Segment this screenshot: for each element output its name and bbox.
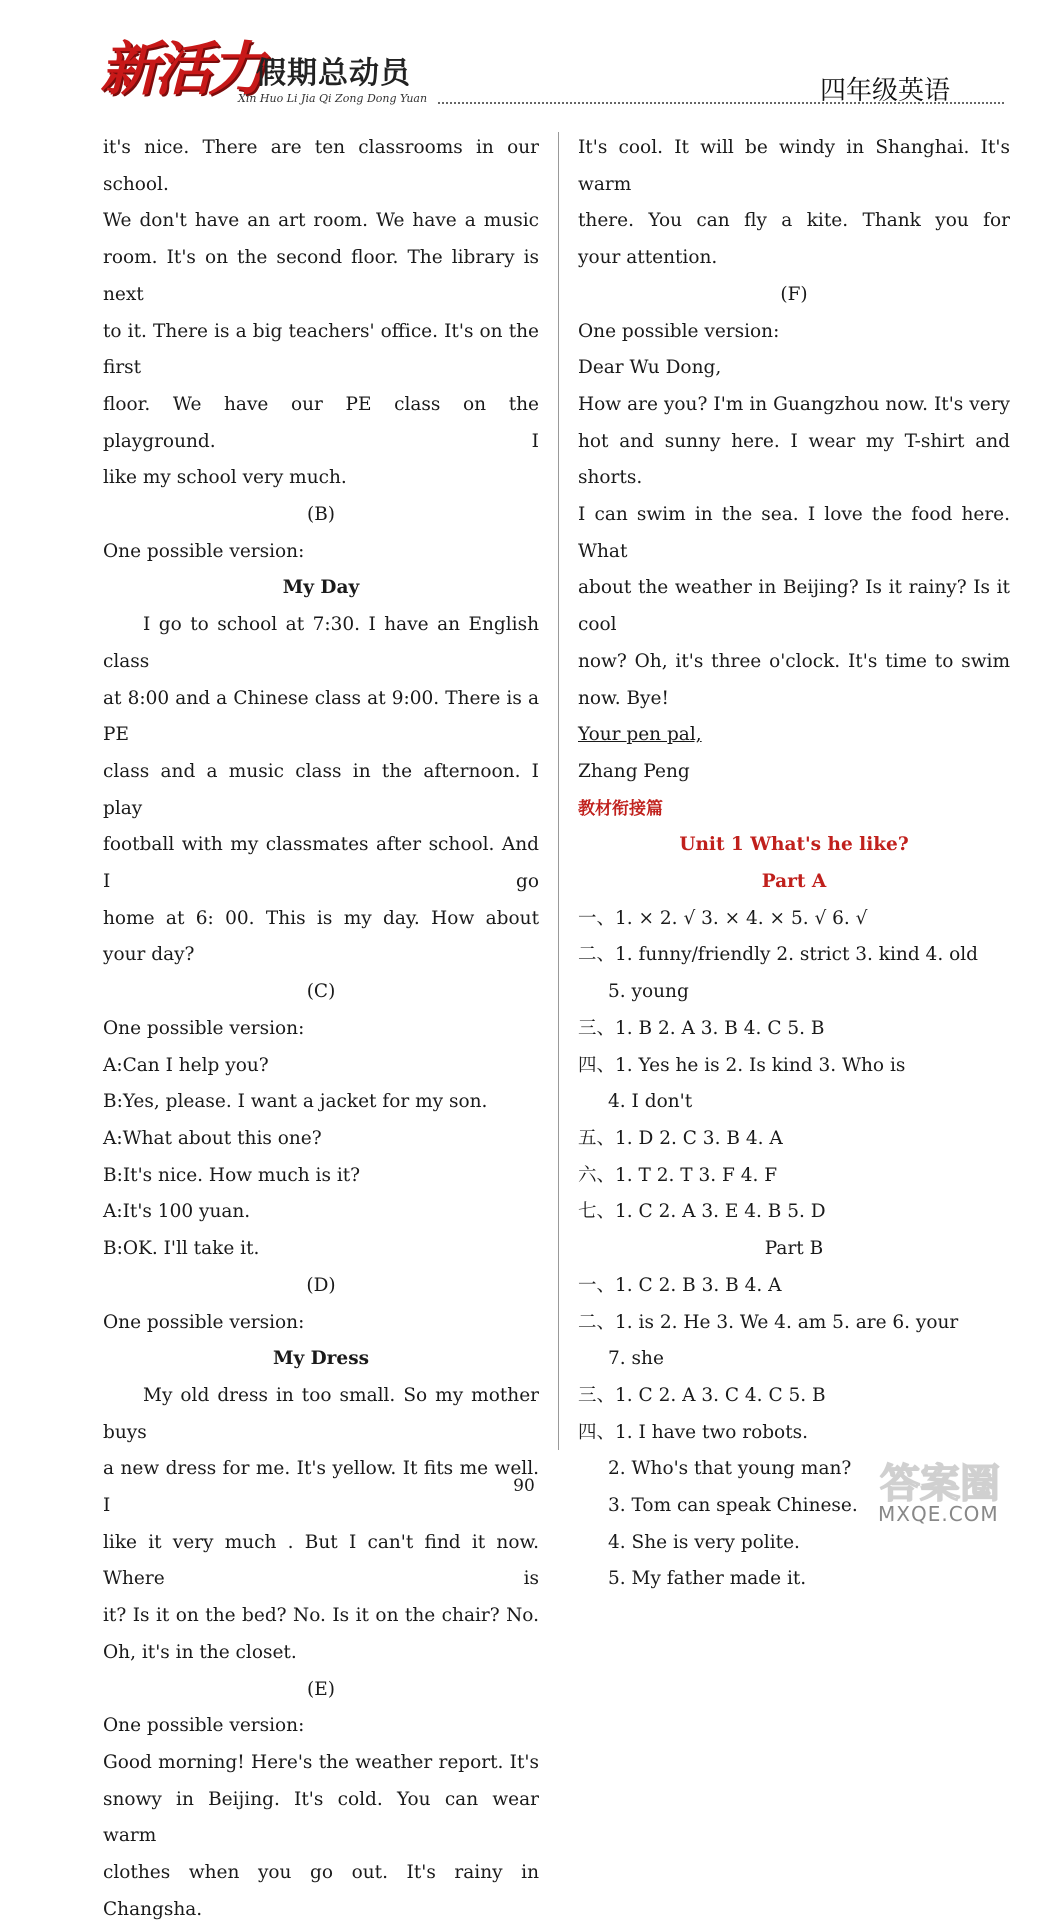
unit-title: Unit 1 What's he like?	[679, 834, 909, 856]
dialogue-line: A:It's 100 yuan.	[103, 1201, 251, 1223]
version-intro: One possible version:	[578, 320, 780, 342]
text-line: class and a music class in the afternoon. I play	[103, 760, 539, 819]
version-intro: One possible version:	[103, 1017, 305, 1039]
header-divider	[438, 102, 1004, 104]
answer-line: 六、1. T 2. T 3. F 4. F	[578, 1164, 778, 1186]
grade-subject: 四年级英语	[820, 76, 951, 106]
watermark-text: MXQE.COM	[878, 1502, 999, 1526]
dialogue-line: B:OK. I'll take it.	[103, 1238, 260, 1260]
letter-closing	[578, 717, 1010, 754]
dialogue-line: A:Can I help you?	[103, 1054, 269, 1076]
letter-closing-text: Your pen pal,	[578, 724, 702, 746]
section-label-c: (C)	[306, 981, 336, 1003]
dialogue-line: A:What about this one?	[103, 1127, 322, 1149]
text-line: it? Is it on the bed? No. Is it on the chair? No.	[103, 1605, 539, 1627]
answer-line: 一、1. × 2. √ 3. × 4. × 5. √ 6. √	[578, 907, 868, 929]
answer-line: 一、1. C 2. B 3. B 4. A	[578, 1274, 782, 1296]
version-intro: One possible version:	[103, 1715, 305, 1737]
text-line: room. It's on the second floor. The library is next	[103, 247, 539, 305]
text-line: home at 6: 00. This is my day. How about	[103, 907, 539, 929]
text-line: there. You can fly a kite. Thank you for	[578, 210, 1010, 232]
section-label-f: (F)	[780, 283, 808, 305]
text-line: like it very much . But I can't find it now. Where is	[103, 1531, 539, 1590]
text-line: I go to school at 7:30. I have an English class	[103, 614, 539, 672]
answer-line: 7. she	[608, 1348, 664, 1370]
section-label-d: (D)	[306, 1274, 336, 1296]
text-line: It's cool. It will be windy in Shanghai. It's warm	[578, 137, 1010, 195]
logo-subtitle: 假期总动员	[256, 56, 411, 91]
text-line: at 8:00 and a Chinese class at 9:00. There is a PE	[103, 687, 539, 746]
text-line: it's nice. There are ten classrooms in our school.	[103, 137, 539, 195]
text-line: I can swim in the sea. I love the food here. What	[578, 504, 1010, 562]
text-line: We don't have an art room. We have a music	[103, 210, 539, 232]
answer-line: 2. Who's that young man?	[608, 1458, 852, 1480]
section-label-e: (E)	[307, 1678, 335, 1700]
text-line: Oh, it's in the closet.	[103, 1641, 297, 1663]
text-line: like my school very much.	[103, 467, 347, 489]
text-line: hot and sunny here. I wear my T-shirt and shorts.	[578, 430, 1010, 489]
answer-line: 4. She is very polite.	[608, 1531, 800, 1553]
page-header	[0, 0, 1048, 110]
left-column	[103, 130, 539, 1928]
right-column	[578, 130, 1010, 1598]
essay-title-my-day: My Day	[282, 577, 360, 599]
text-line: How are you? I'm in Guangzhou now. It's very	[578, 393, 1010, 415]
version-intro: One possible version:	[103, 540, 305, 562]
answer-line: 二、1. is 2. He 3. We 4. am 5. are 6. your	[578, 1311, 959, 1333]
logo-pinyin: Xin Huo Li Jia Qi Zong Dong Yuan	[238, 92, 428, 105]
logo-title: 新活力	[100, 35, 263, 103]
text-line: now. Bye!	[578, 687, 669, 709]
text-line: a new dress for me. It's yellow. It fits me well. I	[103, 1458, 539, 1517]
watermark-mark: 答案圈	[880, 1461, 1000, 1507]
answer-line: 5. young	[608, 981, 689, 1003]
dialogue-line: B:It's nice. How much is it?	[103, 1164, 361, 1186]
text-line: football with my classmates after school. And I go	[103, 834, 539, 893]
version-intro: One possible version:	[103, 1311, 305, 1333]
answer-line: 二、1. funny/friendly 2. strict 3. kind 4. old	[578, 944, 978, 966]
text-line: about the weather in Beijing? Is it rainy? Is it cool	[578, 577, 1010, 636]
text-line: your day?	[103, 944, 195, 966]
answer-line: 三、1. B 2. A 3. B 4. C 5. B	[578, 1017, 825, 1039]
answer-line: 4. I don't	[608, 1091, 693, 1113]
dialogue-line: B:Yes, please. I want a jacket for my son.	[103, 1091, 488, 1113]
section-heading: 教材衔接篇	[578, 798, 663, 819]
text-line: Good morning! Here's the weather report. It's	[103, 1751, 539, 1773]
section-label-b: (B)	[306, 504, 336, 526]
letter-signature: Zhang Peng	[578, 760, 690, 782]
text-line: your attention.	[578, 247, 718, 269]
part-a-heading: Part A	[761, 871, 827, 893]
text-line: floor. We have our PE class on the playground. I	[103, 393, 539, 452]
column-divider	[558, 132, 559, 1450]
answer-line: 五、1. D 2. C 3. B 4. A	[578, 1127, 783, 1149]
letter-greeting: Dear Wu Dong,	[578, 357, 722, 379]
text-line: to it. There is a big teachers' office. It's on the first	[103, 320, 539, 379]
text-line: clothes when you go out. It's rainy in Changsha.	[103, 1862, 539, 1920]
answer-line: 三、1. C 2. A 3. C 4. C 5. B	[578, 1384, 826, 1406]
answer-line: 七、1. C 2. A 3. E 4. B 5. D	[578, 1201, 826, 1223]
text-line: My old dress in too small. So my mother buys	[103, 1384, 539, 1443]
answer-line: 四、1. Yes he is 2. Is kind 3. Who is	[578, 1054, 906, 1076]
page-number: 90	[513, 1476, 535, 1496]
answer-line: 3. Tom can speak Chinese.	[608, 1495, 858, 1517]
text-line: now? Oh, it's three o'clock. It's time to swim	[578, 650, 1010, 672]
part-b-heading: Part B	[764, 1238, 824, 1260]
essay-title-my-dress: My Dress	[272, 1348, 370, 1370]
text-line: snowy in Beijing. It's cold. You can wear warm	[103, 1788, 539, 1847]
answer-line: 四、1. I have two robots.	[578, 1421, 809, 1443]
answer-line: 5. My father made it.	[608, 1568, 807, 1590]
